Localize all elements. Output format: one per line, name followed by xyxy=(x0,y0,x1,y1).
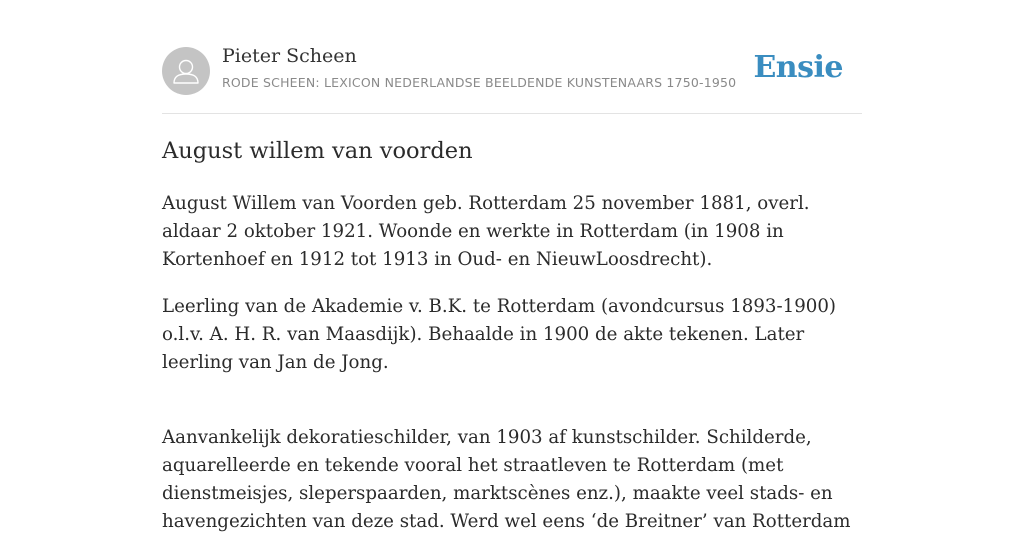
page xyxy=(162,0,862,532)
article-title: August willem van voorden xyxy=(162,138,473,164)
brand-logo[interactable]: Ensie xyxy=(753,50,843,85)
article-body xyxy=(162,190,862,555)
article-paragraph: Aanvankelijk dekoratieschilder, van 1903 af kunstschilder. Schilderde, aquarelleerde en tekende vooral het straatleven te Rotterdam (met dienstmeisjes, sleperspaarden, marktscènes enz.), maakte veel stads- en havengezichten van deze stad. Werd wel eens ‘de Breitner’ van Rotterdam xyxy=(162,427,851,532)
author-source: RODE SCHEEN: LEXICON NEDERLANDSE BEELDENDE KUNSTENAARS 1750-1950 xyxy=(222,75,737,90)
author-header xyxy=(162,0,862,114)
author-name[interactable]: Pieter Scheen xyxy=(222,45,357,67)
user-icon xyxy=(162,47,210,95)
article-paragraph: August Willem van Voorden geb. Rotterdam 25 november 1881, overl. aldaar 2 oktober 1921. Woonde en werkte in Rotterdam (in 1908 in Kortenhoef en 1912 tot 1913 in Oud- en NieuwLoosdrecht). xyxy=(162,193,810,270)
article-paragraph: Leerling van de Akademie v. B.K. te Rotterdam (avondcursus 1893-1900) o.l.v. A. H. R. van Maasdijk). Behaalde in 1900 de akte tekenen. Later leerling van Jan de Jong. xyxy=(162,296,837,373)
avatar[interactable] xyxy=(162,47,210,95)
